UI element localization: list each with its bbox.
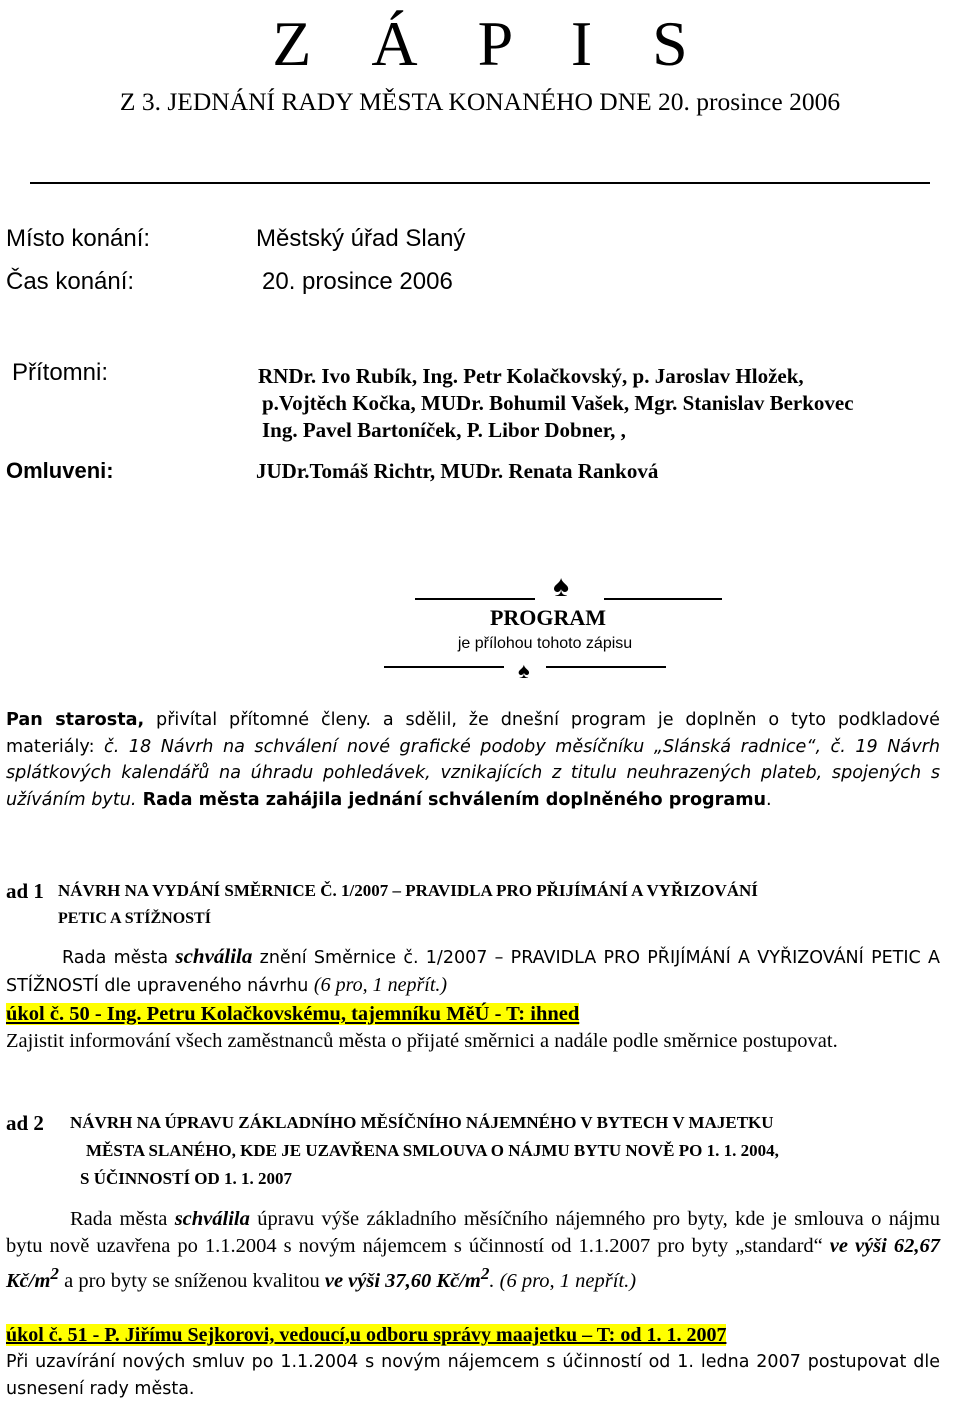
intro-materials: č. 18 Návrh na schválení nové grafické podoby měsíčníku „Slánská radnice“, č. 19 Návrh splátkových kalendářů na úhradu pohledávek, vznikajících z titulu neuhrazených plateb, spojených s užíváním bytu.	[6, 736, 940, 810]
item2-amount2: ve výši 37,60 Kč/m	[324, 1269, 481, 1292]
intro-text: přivítal přítomné členy. a sdělil, že dnešní program je doplněn o tyto podkladové materiály:	[6, 710, 940, 757]
spade-icon-bottom: ♠	[518, 658, 530, 683]
place-value: Městský úřad Slaný	[256, 225, 466, 252]
item2-text-b: a pro byty se sníženou kvalitou	[58, 1269, 325, 1292]
program-rule-bottom-left	[384, 666, 504, 668]
intro-paragraph	[6, 707, 940, 813]
document-subtitle: Z 3. JEDNÁNÍ RADY MĚSTA KONANÉHO DNE 20. prosince 2006	[119, 87, 841, 116]
time-value: 20. prosince 2006	[262, 268, 453, 295]
item1-heading-line2: PETIC A STÍŽNOSTÍ	[58, 910, 211, 927]
program-rule-top-left	[415, 598, 535, 600]
program-rule-bottom-right	[546, 666, 666, 668]
place-label: Místo konání:	[6, 225, 151, 252]
present-line-3: Ing. Pavel Bartoníček, P. Libor Dobner, ,	[262, 418, 626, 442]
item2-paragraph	[6, 1206, 940, 1295]
item1-paragraph	[6, 943, 940, 1000]
item2-vote: . (6 pro, 1 nepřít.)	[489, 1269, 637, 1292]
time-label: Čas konání:	[6, 268, 135, 295]
program-note: je přílohou tohoto zápisu	[457, 635, 633, 652]
header-divider	[30, 182, 930, 184]
item2-text-a: úpravu výše základního měsíčního nájemného pro byty, kde je smlouva o nájmu bytu nově uzavřena po 1.1.2004 s novým nájemcem s účinností od 1.1.2007 pro byty „standard“	[6, 1208, 940, 1257]
item2-task-text: úkol č. 51 - P. Jiřímu Sejkorovi, vedoucí,u odboru správy maajetku – T: od 1. 1. 2007	[6, 1324, 727, 1346]
program-rule-top-right	[604, 598, 722, 600]
document-title: Z Á P I S	[272, 8, 710, 79]
item2-heading-line1: NÁVRH NA ÚPRAVU ZÁKLADNÍHO MĚSÍČNÍHO NÁJEMNÉHO V BYTECH V MAJETKU	[70, 1113, 774, 1132]
intro-bold-start: Pan starosta,	[6, 710, 145, 730]
intro-bold-end: Rada města zahájila jednání schválením doplněného programu	[136, 789, 767, 810]
item2-amount1: ve výši 62,67 Kč/m	[6, 1235, 940, 1292]
item2-heading-line3: S ÚČINNOSTÍ OD 1. 1. 2007	[80, 1169, 293, 1188]
item2-approved: schválila	[174, 1208, 250, 1230]
excused-label: Omluveni:	[6, 458, 114, 483]
program-title: PROGRAM	[489, 605, 607, 630]
present-line-2: p.Vojtěch Kočka, MUDr. Bohumil Vašek, Mgr. Stanislav Berkovec	[262, 391, 854, 415]
intro-period: .	[766, 789, 772, 810]
item2-task	[6, 1322, 726, 1348]
item2-sup1: 2	[50, 1264, 59, 1283]
item2-prefix: ad 2	[6, 1111, 44, 1135]
item1-approved: schválila	[175, 944, 253, 968]
item1-task	[6, 1001, 579, 1027]
item1-text-start: Rada města	[62, 948, 176, 968]
item1-text: znění Směrnice č. 1/2007 – PRAVIDLA PRO PŘIJÍMÁNÍ A VYŘIZOVÁNÍ PETIC A STÍŽNOSTÍ dle upraveného návrhu	[6, 948, 940, 996]
item2-heading-line2: MĚSTA SLANÉHO, KDE JE UZAVŘENA SMLOUVA O NÁJMU BYTU NOVĚ PO 1. 1. 2004,	[86, 1141, 779, 1160]
excused-value: JUDr.Tomáš Richtr, MUDr. Renata Ranková	[256, 459, 659, 483]
item2-text-start: Rada města	[70, 1208, 175, 1230]
present-label: Přítomni:	[12, 359, 109, 386]
item1-prefix: ad 1	[6, 879, 44, 903]
item1-task-paragraph: Zajistit informování všech zaměstnanců města o přijaté směrnici a nadále podle směrnice postupovat.	[6, 1030, 838, 1052]
item1-heading-line1: NÁVRH NA VYDÁNÍ SMĚRNICE Č. 1/2007 – PRAVIDLA PRO PŘIJÍMÁNÍ A VYŘIZOVÁNÍ	[58, 881, 758, 900]
item1-vote: (6 pro, 1 nepřít.)	[313, 974, 448, 996]
item2-sup2: 2	[480, 1264, 490, 1283]
item1-task-text: úkol č. 50 - Ing. Petru Kolačkovskému, tajemníku MěÚ - T: ihned	[6, 1003, 580, 1025]
item2-task-paragraph: Při uzavírání nových smluv po 1.1.2004 s novým nájemcem s účinností od 1. ledna 2007 postupovat dle usnesení rady města.	[6, 1352, 940, 1399]
present-line-1: RNDr. Ivo Rubík, Ing. Petr Kolačkovský, p. Jaroslav Hložek,	[258, 364, 804, 388]
spade-icon: ♠	[553, 570, 569, 603]
